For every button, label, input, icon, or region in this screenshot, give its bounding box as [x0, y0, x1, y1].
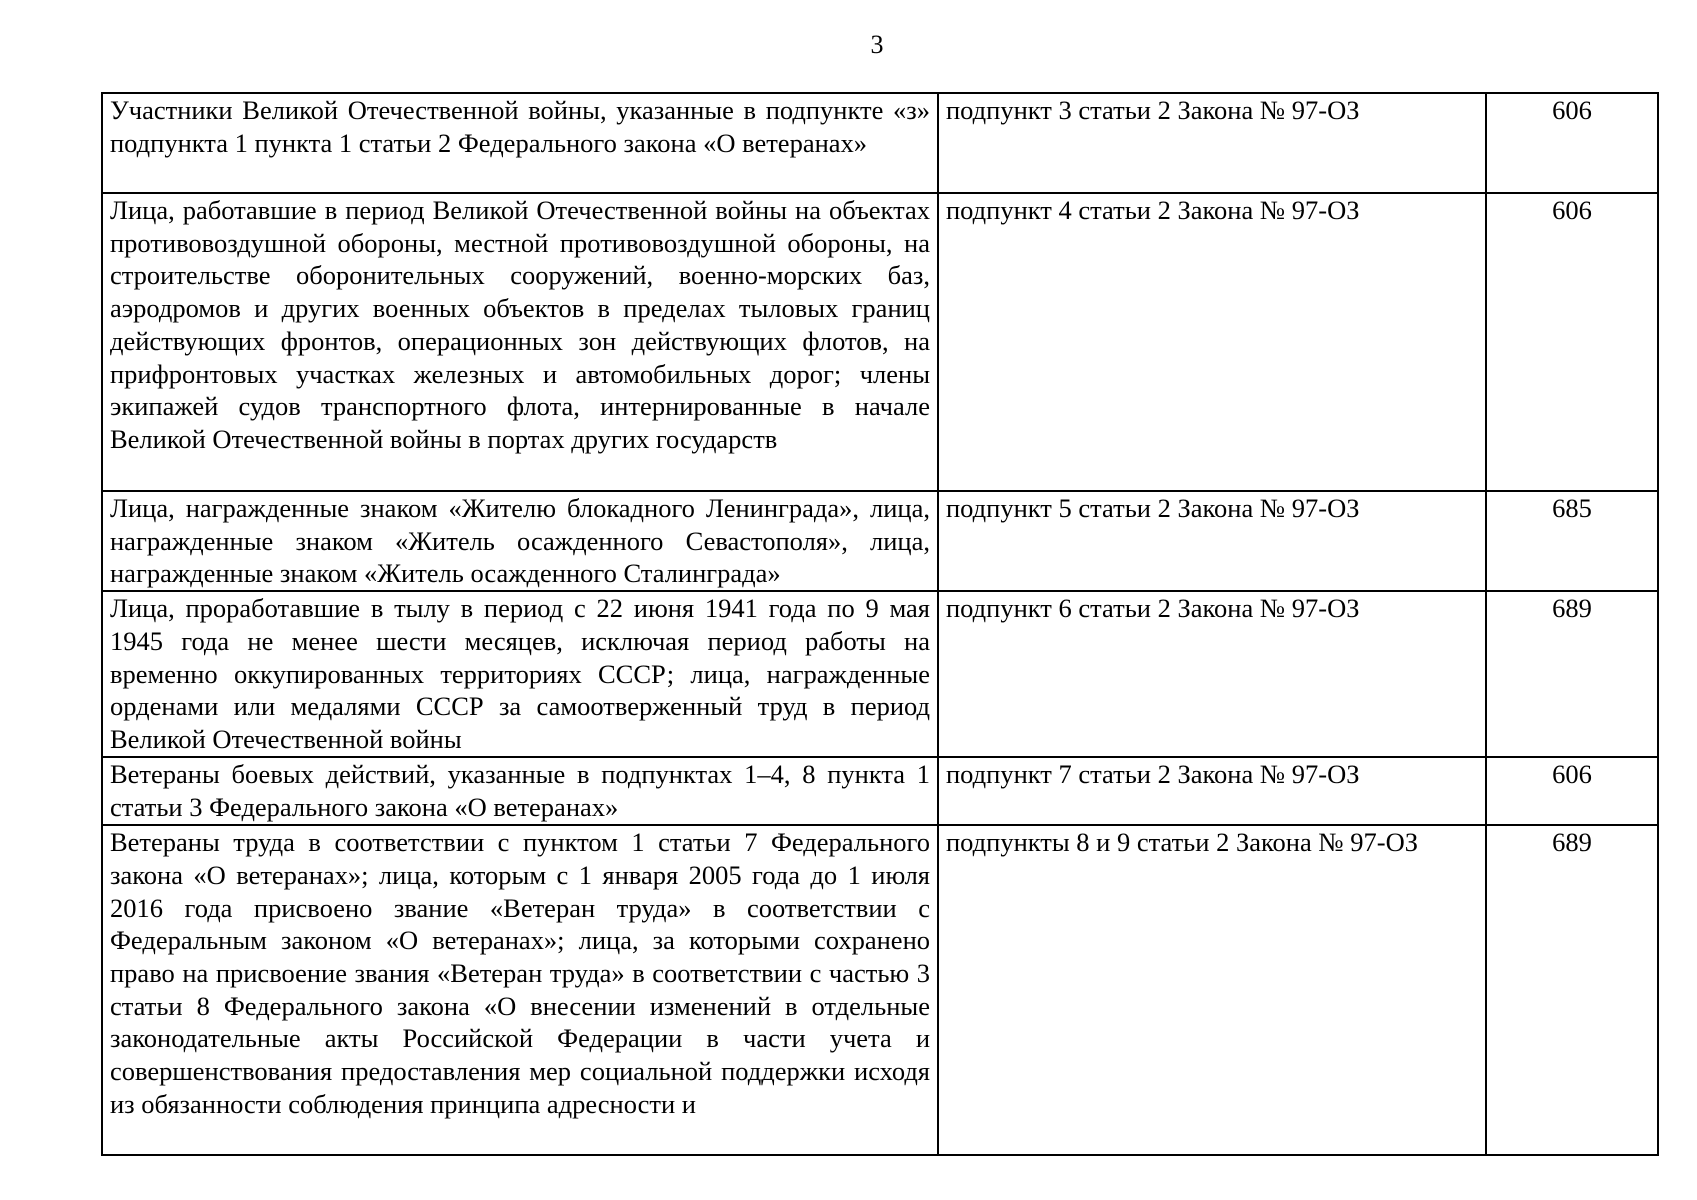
amount-value: 689: [1486, 825, 1658, 1155]
table-row: [102, 93, 1658, 193]
category-description: Лица, работавшие в период Великой Отечественной войны на объектах противовоздушной обороны, местной противовоздушной обороны, на строительстве оборонительных сооружений, военно-морских баз, аэродромов и других военных объектов в пределах тыловых границ действующих фронтов, операционных зон действующих флотов, на прифронтовых участках железных и автомобильных дорог; члены экипажей судов транспортного флота, интернированные в начале Великой Отечественной войны в портах других государств: [102, 193, 938, 491]
table-row: [102, 491, 1658, 591]
law-reference: подпункт 7 статьи 2 Закона № 97-ОЗ: [938, 757, 1486, 825]
law-reference: подпункт 5 статьи 2 Закона № 97-ОЗ: [938, 491, 1486, 591]
law-reference: подпункт 4 статьи 2 Закона № 97-ОЗ: [938, 193, 1486, 491]
law-reference: подпункт 3 статьи 2 Закона № 97-ОЗ: [938, 93, 1486, 193]
table-row: [102, 757, 1658, 825]
table-row: [102, 193, 1658, 491]
page-number: 3: [870, 30, 884, 59]
category-description: Ветераны труда в соответствии с пунктом 1 статьи 7 Федерального закона «О ветеранах»; лица, которым с 1 января 2005 года до 1 июля 2016 года присвоено звание «Ветеран труда» в соответствии с Федеральным законом «О ветеранах»; лица, за которыми сохранено право на присвоение звания «Ветеран труда» в соответствии с частью 3 статьи 8 Федерального закона «О внесении изменений в отдельные законодательные акты Российской Федерации в части учета и совершенствования предоставления мер социальной поддержки исходя из обязанности соблюдения принципа адресности и: [102, 825, 938, 1155]
category-description: Лица, проработавшие в тылу в период с 22 июня 1941 года по 9 мая 1945 года не менее шести месяцев, исключая период работы на временно оккупированных территориях СССР; лица, награжденные орденами или медалями СССР за самоотверженный труд в период Великой Отечественной войны: [102, 591, 938, 757]
law-reference: подпункты 8 и 9 статьи 2 Закона № 97-ОЗ: [938, 825, 1486, 1155]
amount-value: 606: [1486, 757, 1658, 825]
benefits-table: [101, 92, 1659, 1156]
amount-value: 685: [1486, 491, 1658, 591]
category-description: Лица, награжденные знаком «Жителю блокадного Ленинграда», лица, награжденные знаком «Житель осажденного Севастополя», лица, награжденные знаком «Житель осажденного Сталинграда»: [102, 491, 938, 591]
table-row: [102, 591, 1658, 757]
amount-value: 606: [1486, 193, 1658, 491]
law-reference: подпункт 6 статьи 2 Закона № 97-ОЗ: [938, 591, 1486, 757]
category-description: Ветераны боевых действий, указанные в подпунктах 1–4, 8 пункта 1 статьи 3 Федерального закона «О ветеранах»: [102, 757, 938, 825]
category-description: Участники Великой Отечественной войны, указанные в подпункте «з» подпункта 1 пункта 1 статьи 2 Федерального закона «О ветеранах»: [102, 93, 938, 193]
amount-value: 606: [1486, 93, 1658, 193]
amount-value: 689: [1486, 591, 1658, 757]
table-row: [102, 825, 1658, 1155]
